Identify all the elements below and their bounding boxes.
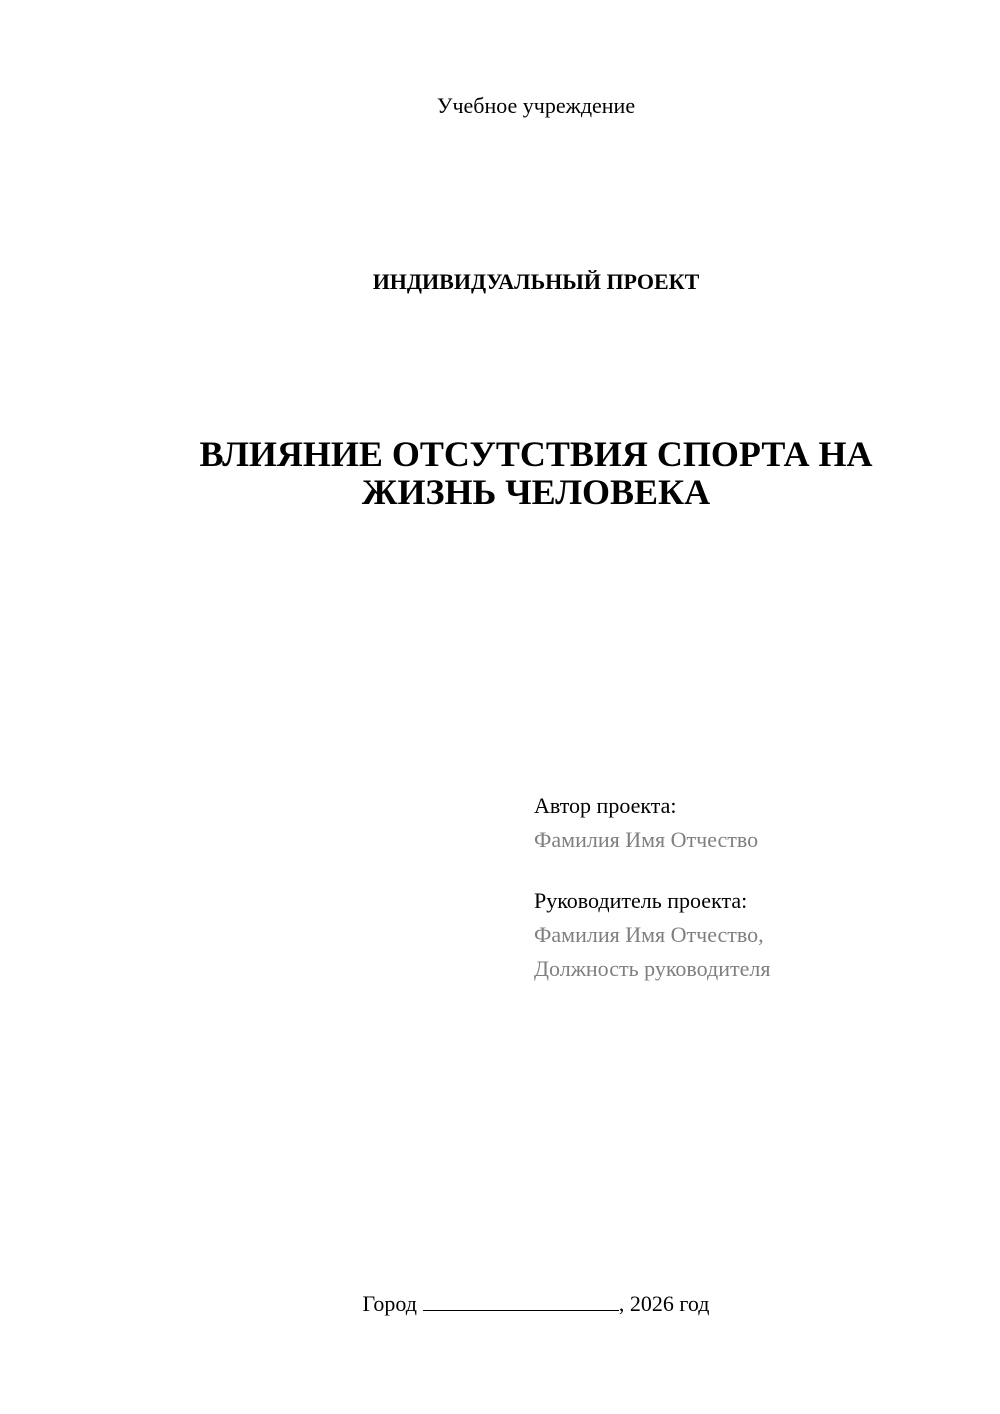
project-title-line: ЖИЗНЬ ЧЕЛОВЕКА xyxy=(361,472,711,512)
author-name: Фамилия Имя Отчество xyxy=(534,827,759,852)
footer-city-year xyxy=(0,1289,1000,1319)
city-blank-line xyxy=(423,1292,619,1311)
supervisor-label: Руководитель проекта: xyxy=(534,888,748,913)
project-title xyxy=(0,435,1000,511)
credits-block xyxy=(534,789,974,986)
project-type-heading: ИНДИВИДУАЛЬНЫЙ ПРОЕКТ xyxy=(372,269,700,294)
institution-name: Учебное учреждение xyxy=(436,93,636,118)
project-title-line: ВЛИЯНИЕ ОТСУТСТВИЯ СПОРТА НА xyxy=(199,434,873,474)
supervisor-position: Должность руководителя xyxy=(534,956,771,981)
credits-spacer xyxy=(534,857,974,884)
supervisor-name: Фамилия Имя Отчество, xyxy=(534,922,764,947)
footer-year: , 2026 год xyxy=(618,1291,710,1316)
author-label: Автор проекта: xyxy=(534,793,677,818)
footer-city: Город xyxy=(362,1291,417,1316)
